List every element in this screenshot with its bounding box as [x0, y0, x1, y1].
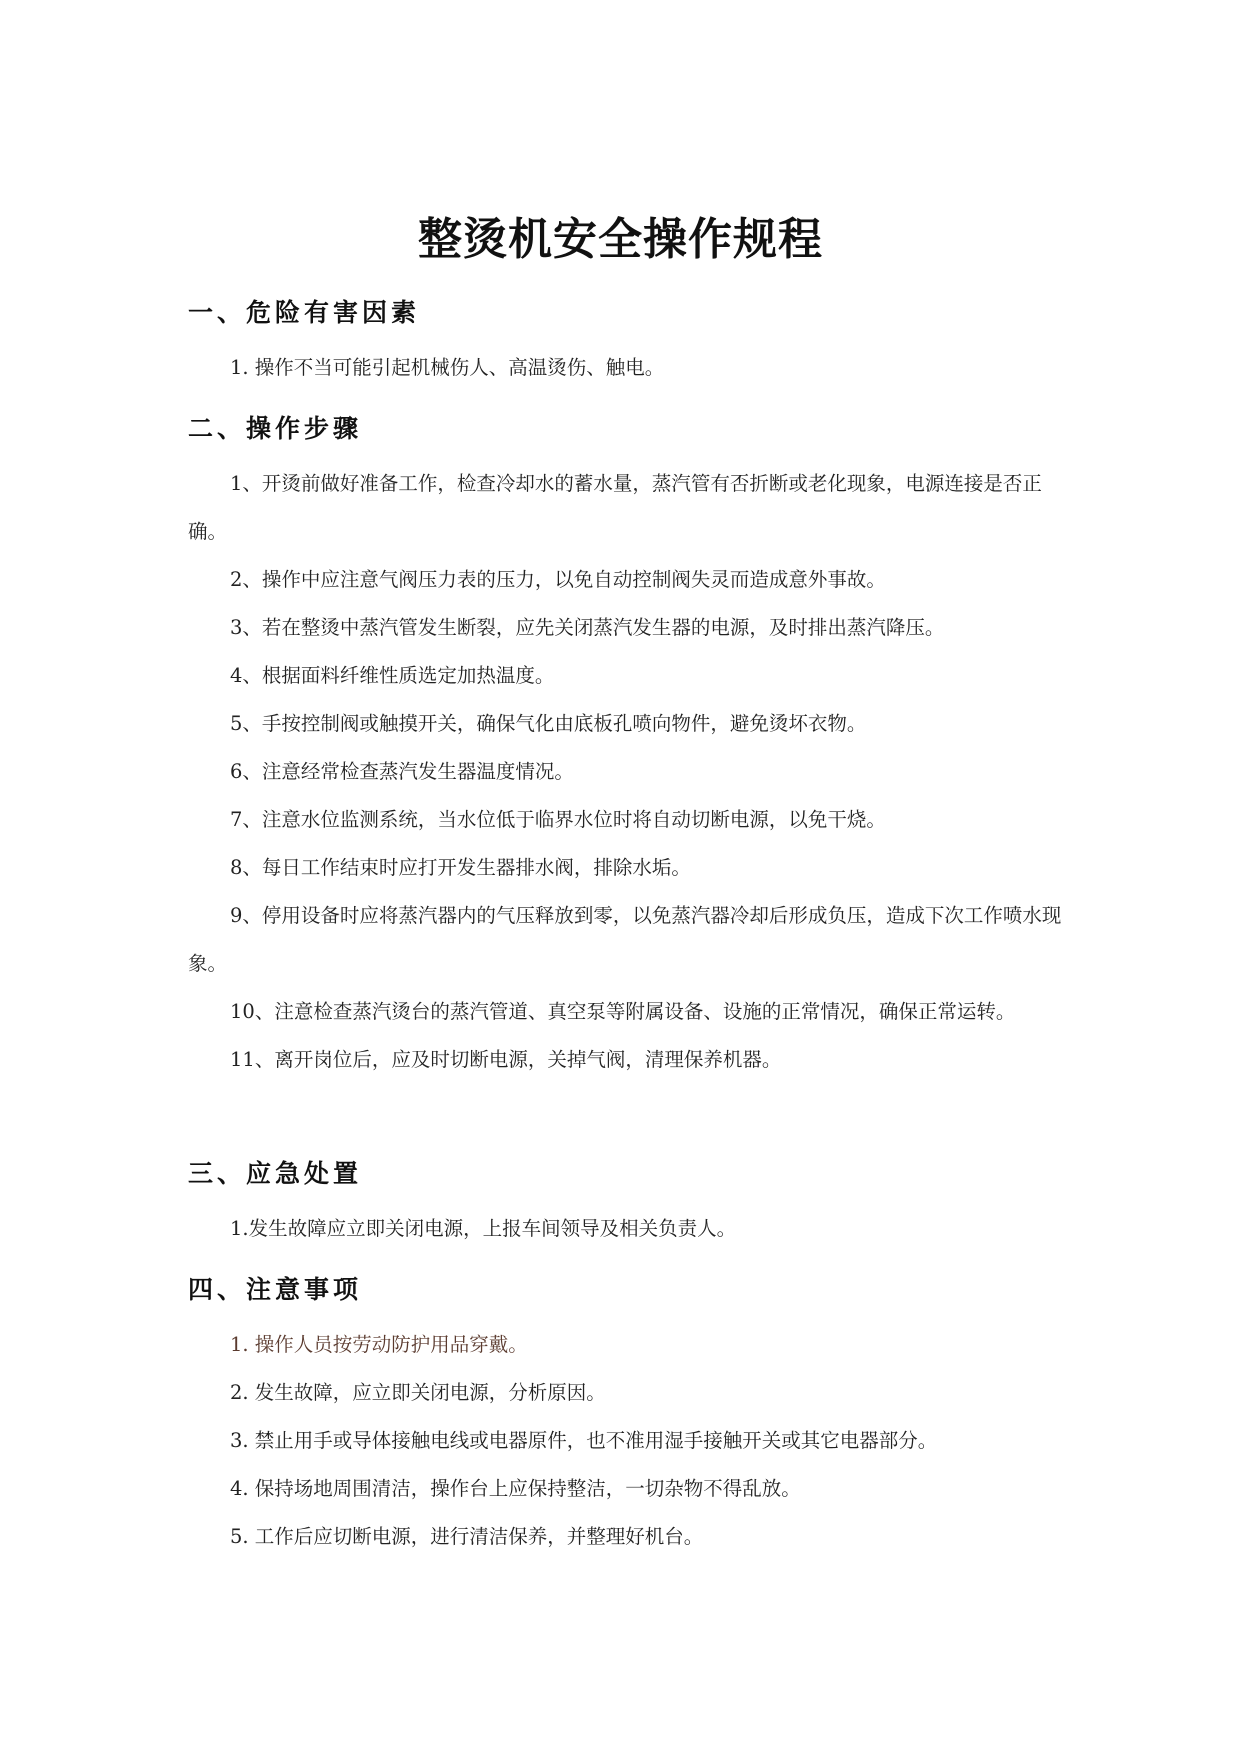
section-operation-steps	[188, 412, 1068, 1084]
operation-steps-list	[188, 460, 1068, 1084]
section-precautions	[188, 1273, 1068, 1561]
precaution-item-5: 5. 工作后应切断电源，进行清洁保养，并整理好机台。	[230, 1525, 704, 1548]
precaution-item-1: 1. 操作人员按劳动防护用品穿戴。	[230, 1333, 528, 1356]
step-item-4: 4、根据面料纤维性质选定加热温度。	[230, 664, 555, 687]
precaution-item-2: 2. 发生故障，应立即关闭电源，分析原因。	[230, 1381, 606, 1404]
precaution-item-3: 3. 禁止用手或导体接触电线或电器原件，也不准用湿手接触开关或其它电器部分。	[230, 1429, 938, 1452]
precaution-item-4: 4. 保持场地周围清洁，操作台上应保持整洁，一切杂物不得乱放。	[230, 1477, 801, 1500]
step-item-8: 8、每日工作结束时应打开发生器排水阀，排除水垢。	[230, 856, 691, 879]
step-item-7: 7、注意水位监测系统，当水位低于临界水位时将自动切断电源，以免干烧。	[230, 808, 886, 831]
step-item-11: 11、离开岗位后，应及时切断电源，关掉气阀，清理保养机器。	[230, 1048, 782, 1071]
section-heading-operation-steps: 二、操作步骤	[188, 414, 363, 443]
step-item-2: 2、操作中应注意气阀压力表的压力，以免自动控制阀失灵而造成意外事故。	[230, 568, 886, 591]
step-item-9: 9、停用设备时应将蒸汽器内的气压释放到零，以免蒸汽器冷却后形成负压，造成下次工作喷水现象。	[188, 904, 1062, 975]
hazard-item-1: 1. 操作不当可能引起机械伤人、高温烫伤、触电。	[230, 356, 665, 379]
section-hazards	[188, 296, 1068, 392]
step-item-6: 6、注意经常检查蒸汽发生器温度情况。	[230, 760, 574, 783]
emergency-item-1: 1.发生故障应立即关闭电源，上报车间领导及相关负责人。	[230, 1217, 737, 1240]
hazards-list	[188, 344, 1068, 392]
step-item-1: 1、开烫前做好准备工作，检查冷却水的蓄水量，蒸汽管有否折断或老化现象，电源连接是否正确。	[188, 472, 1042, 543]
step-item-10: 10、注意检查蒸汽烫台的蒸汽管道、真空泵等附属设备、设施的正常情况，确保正常运转。	[230, 1000, 1016, 1023]
step-item-3: 3、若在整烫中蒸汽管发生断裂，应先关闭蒸汽发生器的电源，及时排出蒸汽降压。	[230, 616, 945, 639]
step-item-5: 5、手按控制阀或触摸开关，确保气化由底板孔喷向物件，避免烫坏衣物。	[230, 712, 867, 735]
section-heading-emergency-response: 三、应急处置	[188, 1159, 363, 1188]
emergency-response-list	[188, 1205, 1068, 1253]
section-heading-precautions: 四、注意事项	[188, 1275, 363, 1304]
document-title: 整烫机安全操作规程	[418, 214, 823, 265]
section-emergency-response	[188, 1157, 1068, 1253]
precautions-list	[188, 1321, 1068, 1561]
section-heading-hazards: 一、危险有害因素	[188, 298, 421, 327]
